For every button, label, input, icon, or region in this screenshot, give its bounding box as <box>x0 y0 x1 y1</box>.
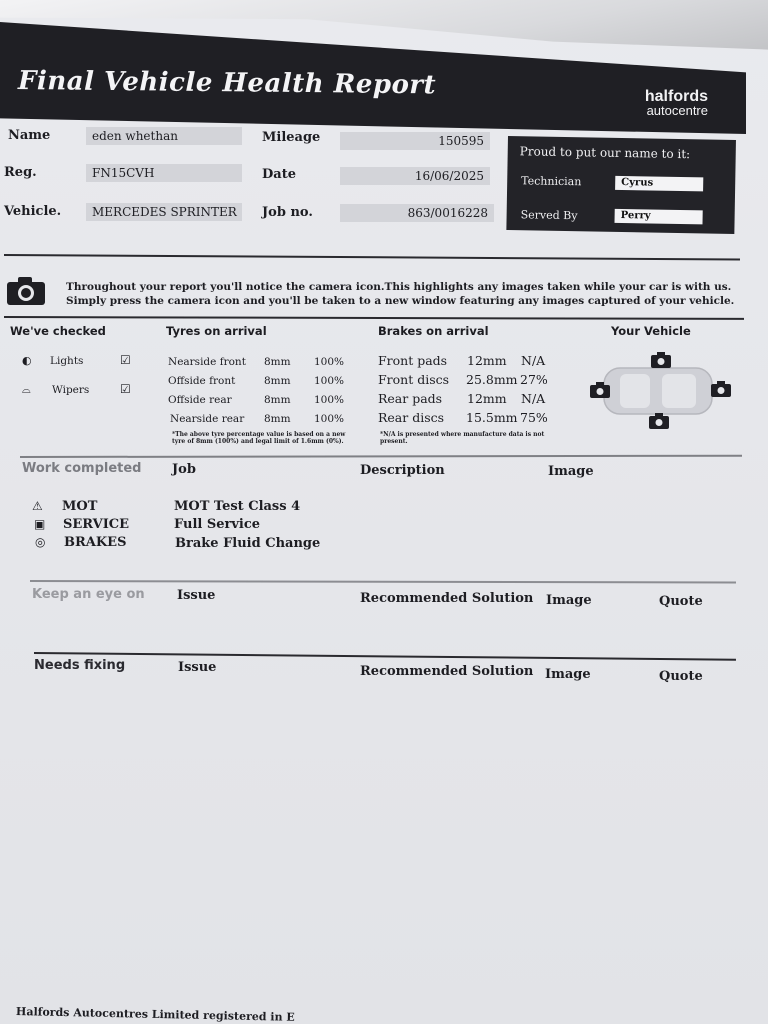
mileage-value: 150595 <box>340 132 490 150</box>
name-label: Name <box>8 128 51 143</box>
needs-image-column: Image <box>545 667 591 682</box>
work-description-column: Description <box>360 463 445 478</box>
work-description: Brake Fluid Change <box>175 536 321 551</box>
lights-label: Lights <box>50 355 84 367</box>
logo-line-1: halfords <box>644 88 708 105</box>
checkbox-checked-icon: ☑ <box>120 353 131 367</box>
camera-icon[interactable] <box>590 382 610 398</box>
name-value: eden whethan <box>86 127 242 145</box>
vehicle-diagram <box>600 364 716 418</box>
keep-an-eye-heading: Keep an eye on <box>32 587 145 602</box>
divider-line <box>4 254 740 260</box>
vehicle-heading: Your Vehicle <box>611 324 691 338</box>
work-job: BRAKES <box>64 535 127 550</box>
work-job: SERVICE <box>63 517 130 532</box>
logo-line-2: autocentre <box>646 103 708 118</box>
needs-issue-column: Issue <box>178 660 217 675</box>
brake-part: Rear pads <box>378 391 443 406</box>
brake-part: Rear discs <box>378 410 445 425</box>
tyre-percent: 100% <box>314 413 345 425</box>
work-job-column: Job <box>172 462 196 477</box>
footer-text: Halfords Autocentres Limited registered in E <box>15 1005 295 1024</box>
tyres-heading: Tyres on arrival <box>166 324 267 338</box>
tyre-depth: 8mm <box>264 394 291 406</box>
work-description: MOT Test Class 4 <box>174 499 301 514</box>
technician-value: Cyrus <box>615 176 703 192</box>
reg-value: FN15CVH <box>86 164 242 182</box>
mileage-label: Mileage <box>262 130 321 145</box>
checked-heading: We've checked <box>10 324 106 338</box>
keep-image-column: Image <box>546 593 592 608</box>
tyre-percent: 100% <box>314 394 345 406</box>
vehicle-value: MERCEDES SPRINTER <box>86 203 242 221</box>
tyre-percent: 100% <box>314 375 345 387</box>
halfords-logo <box>612 90 708 118</box>
camera-instructions: Throughout your report you'll notice the camera icon.This highlights any images taken while your car is with us. Simply press the camera icon and you'll be taken to a new window featuring any images captured of your vehicle. <box>66 281 735 307</box>
service-icon: ▣ <box>34 517 46 531</box>
technician-label: Technician <box>521 174 582 189</box>
tyre-position: Offside front <box>168 375 236 387</box>
staff-box <box>506 136 736 234</box>
camera-icon <box>6 276 46 306</box>
wiper-icon: ⌓ <box>22 383 31 396</box>
checkbox-checked-icon: ☑ <box>120 382 131 396</box>
needs-solution-column: Recommended Solution <box>360 664 534 679</box>
brake-part: Front pads <box>378 353 448 368</box>
work-completed-heading: Work completed <box>22 461 142 476</box>
brake-part: Front discs <box>378 372 450 387</box>
brake-percent: 27% <box>520 372 548 387</box>
tyre-position: Offside rear <box>168 394 232 406</box>
tyre-position: Nearside rear <box>170 413 245 425</box>
needs-quote-column: Quote <box>659 669 703 684</box>
camera-icon[interactable] <box>649 413 669 429</box>
camera-icon[interactable] <box>711 381 731 397</box>
brakes-footnote: *N/A is presented where manufacture data is not present. <box>380 431 545 445</box>
camera-icon[interactable] <box>651 352 671 368</box>
brakes-heading: Brakes on arrival <box>378 324 489 338</box>
mot-icon: ⚠ <box>32 499 43 513</box>
tyre-depth: 8mm <box>264 375 291 387</box>
job-number-value: 863/0016228 <box>340 204 494 222</box>
vehicle-label: Vehicle. <box>4 204 62 219</box>
wipers-label: Wipers <box>52 384 90 396</box>
tyre-depth: 8mm <box>264 356 291 368</box>
brake-percent: N/A <box>521 391 546 406</box>
divider-line <box>34 652 736 661</box>
work-description: Full Service <box>174 517 261 532</box>
staff-box-heading: Proud to put our name to it: <box>519 144 691 162</box>
tyre-position: Nearside front <box>168 356 246 368</box>
brake-value: 12mm <box>467 391 507 406</box>
served-by-value: Perry <box>615 209 703 225</box>
divider-line <box>20 455 742 458</box>
keep-quote-column: Quote <box>659 594 703 609</box>
tyre-percent: 100% <box>314 356 345 368</box>
divider-line <box>30 580 736 583</box>
date-label: Date <box>262 167 296 182</box>
brake-icon: ◎ <box>35 535 46 549</box>
reg-label: Reg. <box>4 165 37 180</box>
keep-solution-column: Recommended Solution <box>360 591 534 606</box>
tyre-footnote: *The above tyre percentage value is based on a new tyre of 8mm (100%) and legal limit of 1.6mm (0%). <box>172 431 346 445</box>
brake-value: 25.8mm <box>466 372 518 387</box>
work-image-column: Image <box>548 464 594 479</box>
divider-line <box>4 316 744 320</box>
brake-percent: N/A <box>521 353 546 368</box>
date-value: 16/06/2025 <box>340 167 490 185</box>
brake-value: 15.5mm <box>466 410 518 425</box>
served-by-label: Served By <box>520 208 578 223</box>
tyre-depth: 8mm <box>264 413 291 425</box>
keep-issue-column: Issue <box>177 588 216 603</box>
job-number-label: Job no. <box>262 205 313 220</box>
report-title: Final Vehicle Health Report <box>17 66 437 101</box>
brake-value: 12mm <box>467 353 507 368</box>
needs-fixing-heading: Needs fixing <box>34 658 126 673</box>
headlight-icon: ◐ <box>22 354 32 367</box>
work-job: MOT <box>62 499 98 514</box>
brake-percent: 75% <box>520 410 548 425</box>
